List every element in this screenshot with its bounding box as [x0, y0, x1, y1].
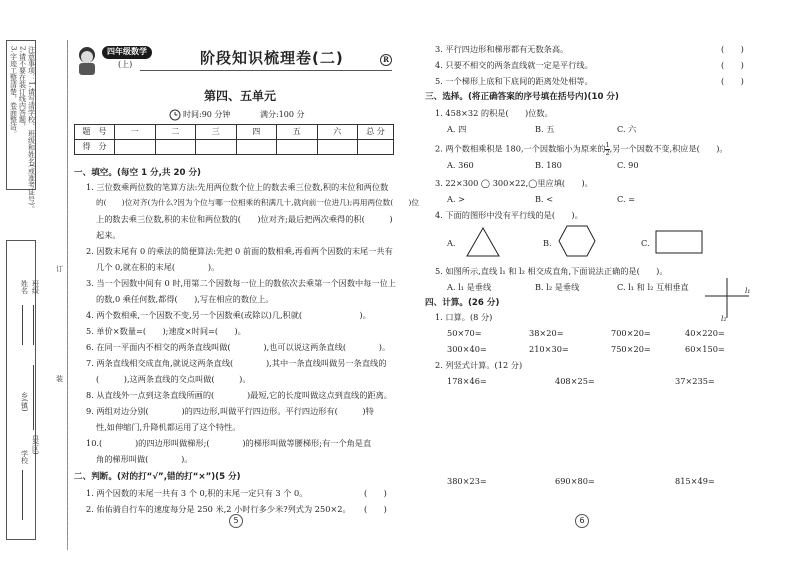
choice-question-2-a: 2. 两个数相乘积是 180,一个因数缩小为原来的 — [435, 143, 606, 154]
fill-line: 的( )位对齐(为什么?因为个位与哪一位相乘的积满几十,就向前一位进几);再用两位数( )位 — [96, 198, 419, 207]
perpendicular-lines-figure — [703, 276, 753, 320]
registered-mark: R — [380, 54, 392, 66]
class-blank — [33, 305, 34, 345]
judge-answer[interactable]: ( ) — [364, 504, 387, 514]
fill-line: 3. 当一个因数中间有 0 时,用第二个因数每一位上的数依次去乘第一个因数中每一位上 — [86, 278, 396, 288]
rectangle-shape — [655, 230, 703, 254]
fill-line: 7. 两条直线相交成直角,就说这两条直线( ),其中一条直线叫做另一条直线的 — [86, 358, 387, 368]
fraction-numerator: 1 — [605, 141, 610, 149]
choice-option[interactable]: A. 四 — [447, 124, 467, 134]
choice-question-1: 1. 458×32 的积是( )位数。 — [435, 108, 553, 118]
page-number: 5 — [229, 514, 243, 528]
vertical-item: 178×46= — [447, 376, 487, 386]
score-header-cell: 三 — [196, 125, 237, 140]
vertical-item: 815×49= — [675, 476, 715, 486]
fill-line: 4. 两个数相乘,一个因数不变,另一个因数乘(或除以)几,积就( )。 — [86, 310, 371, 320]
choice-question-3: 3. 22×300 ◯ 300×22,◯里应填( )。 — [435, 178, 593, 188]
oral-calc-heading: 1. 口算。(8 分) — [435, 312, 493, 322]
fill-line: 几个 0,就在积的末尾( )。 — [96, 262, 220, 272]
score-row-label: 得 分 — [75, 140, 115, 155]
score-header-cell: 六 — [317, 125, 358, 140]
oral-item: 750×20= — [611, 344, 651, 354]
choice-option[interactable]: B. l₂ 是垂线 — [535, 282, 580, 292]
name-blank — [22, 305, 23, 345]
score-cell[interactable] — [236, 140, 277, 155]
cut-mark-zhuang: 装 — [55, 375, 64, 382]
oral-item: 700×20= — [611, 328, 651, 338]
vertical-item: 408×25= — [555, 376, 595, 386]
fill-line: 1. 三位数乘两位数的笔算方法:先用两位数个位上的数去乘三位数,积的末位和两位数 — [86, 182, 389, 192]
cut-mark-ding: 订 — [55, 265, 64, 272]
score-table-row — [75, 140, 394, 155]
judge-item: 1. 两个因数的末尾一共有 3 个 0,积的末尾一定只有 3 个 0。 — [86, 488, 308, 498]
oral-item: 38×20= — [529, 328, 564, 338]
binding-cut-line — [67, 40, 68, 540]
choice-question-4: 4. 下面的图形中没有平行线的是( )。 — [435, 210, 583, 220]
page-number: 6 — [575, 514, 589, 528]
section-choice: 三、选择。(将正确答案的序号填在括号内)(10 分) — [425, 92, 619, 102]
choice-option[interactable]: A. > — [447, 194, 465, 204]
oral-item: 60×150= — [685, 344, 725, 354]
choice-option[interactable]: B. 180 — [535, 160, 562, 170]
judge-answer[interactable]: ( ) — [721, 44, 744, 54]
binding-strip — [2, 40, 68, 550]
choice-option[interactable]: A. — [447, 238, 456, 248]
oral-item: 210×30= — [529, 344, 569, 354]
county-blank — [33, 365, 34, 430]
section-calc: 四、计算。(26 分) — [425, 298, 500, 308]
unit-heading: 第四、五单元 — [204, 89, 277, 103]
score-cell[interactable] — [155, 140, 196, 155]
class-label: 班级 — [31, 280, 40, 294]
oral-item: 50×70= — [447, 328, 482, 338]
instruction-3: 3.字迹工整清楚，卷面整洁。 — [9, 46, 18, 137]
judge-answer[interactable]: ( ) — [364, 488, 387, 498]
judge-item: 2. 佑佑骑自行车的速度每分是 250 米,2 小时行多少米?列式为 250×2。 — [86, 504, 351, 514]
mascot-icon — [74, 44, 100, 76]
school-blank — [22, 470, 23, 520]
score-header-cell: 题 号 — [75, 125, 115, 140]
fraction-denominator: 2 — [605, 149, 610, 157]
choice-option[interactable]: C. — [641, 238, 650, 248]
judge-answer[interactable]: ( ) — [721, 76, 744, 86]
judge-item: 4. 只要不相交的两条直线就一定是平行线。 — [435, 60, 593, 70]
choice-question-2 — [435, 142, 728, 157]
fill-line: 角的梯形叫做( )。 — [96, 454, 193, 464]
line-l1-label: l₁ — [745, 286, 751, 295]
score-header-cell: 四 — [236, 125, 277, 140]
fill-line: 2. 因数末尾有 0 的乘法的简便算法:先把 0 前面的数相乘,再看两个因数的末尾一共有 — [86, 246, 393, 256]
judge-item: 5. 一个梯形上底和下底间的距离处处相等。 — [435, 76, 593, 86]
fill-line: 6. 在同一平面内不相交的两条直线叫做( ),也可以说这两条直线( )。 — [86, 342, 391, 352]
choice-option[interactable]: B. — [543, 238, 552, 248]
fill-line: ( ),这两条直线的交点叫做( )。 — [96, 374, 251, 384]
county-label: 县(区) — [31, 435, 40, 455]
clock-icon — [169, 109, 181, 121]
fill-line: 起来。 — [96, 230, 121, 240]
oral-item: 40×220= — [685, 328, 725, 338]
town-label: 乡(镇) — [20, 392, 29, 412]
line-l2-label: l₂ — [721, 314, 727, 323]
score-cell[interactable] — [277, 140, 318, 155]
choice-option[interactable]: C. = — [617, 194, 636, 204]
choice-option[interactable]: A. 360 — [447, 160, 474, 170]
title-underline — [140, 70, 392, 71]
choice-question-2-b: ,另一个因数不变,积应是( )。 — [609, 143, 728, 154]
score-header-cell: 一 — [115, 125, 156, 140]
score-cell[interactable] — [317, 140, 358, 155]
oral-item: 300×40= — [447, 344, 487, 354]
hexagon-shape — [557, 224, 597, 258]
choice-option[interactable]: A. l₁ 是垂线 — [447, 282, 492, 292]
instruction-2: 2.请不要在装订线内答题， — [18, 46, 27, 130]
judge-item: 3. 平行四边形和梯形都有无数条高。 — [435, 44, 569, 54]
instruction-1: 注意事项：1.请写清学校、班级和姓名(或准考证号)。 — [27, 46, 36, 213]
score-table — [74, 124, 394, 155]
score-cell[interactable] — [196, 140, 237, 155]
fill-line: 9. 两组对边分别( )的四边形,叫做平行四边形。平行四边形有( )特 — [86, 406, 374, 416]
grade-badge-sub: (上) — [118, 60, 133, 69]
vertical-item: 37×235= — [675, 376, 715, 386]
choice-option[interactable]: C. 六 — [617, 124, 637, 134]
score-table-header — [75, 125, 394, 140]
full-score: 满分:100 分 — [260, 110, 305, 119]
fill-line: 上的数去乘三位数,积的末位和两位数的( )位对齐;最后把两次乘得的积( ) — [96, 214, 393, 224]
page-left — [74, 40, 419, 560]
page-title: 阶段知识梳理卷(二) — [200, 49, 344, 67]
score-header-cell: 五 — [277, 125, 318, 140]
choice-option[interactable]: C. 90 — [617, 160, 639, 170]
school-label: 学校 — [20, 450, 29, 464]
judge-answer[interactable]: ( ) — [721, 60, 744, 70]
vertical-calc-heading: 2. 列竖式计算。(12 分) — [435, 360, 523, 370]
vertical-item: 380×23= — [447, 476, 487, 486]
score-header-cell: 二 — [155, 125, 196, 140]
fill-line: 8. 从直线外一点到这条直线所画的( )最短,它的长度叫做这点到直线的距离。 — [86, 390, 392, 400]
section-fill-blank: 一、填空。(每空 1 分,共 20 分) — [74, 168, 201, 178]
triangle-shape — [465, 226, 501, 258]
fill-line: 性,如伸缩门,升降机都运用了这个特性。 — [96, 422, 241, 432]
choice-option[interactable]: B. 五 — [535, 124, 555, 134]
score-cell[interactable] — [358, 140, 394, 155]
score-header-cell: 总 分 — [358, 125, 394, 140]
time-limit: 时间:90 分钟 — [183, 110, 231, 119]
score-cell[interactable] — [115, 140, 156, 155]
page-right — [425, 40, 765, 560]
section-judge: 二、判断。(对的打“√”,错的打“×”)(5 分) — [74, 472, 241, 482]
fill-line: 5. 单价×数量=( );速度×时间=( )。 — [86, 326, 246, 336]
choice-option[interactable]: B. < — [535, 194, 554, 204]
fill-line: 的数,0 乘任何数,都得( ),写在相应的数位上。 — [96, 294, 274, 304]
fill-line: 10.( )的四边形叫做梯形;( )的梯形叫做等腰梯形;有一个角是直 — [86, 438, 372, 448]
choice-option[interactable]: C. l₁ 和 l₂ 互相垂直 — [617, 282, 689, 292]
name-label: 姓名 — [20, 280, 29, 294]
grade-badge: 四年级数学 — [102, 46, 152, 59]
vertical-item: 690×80= — [555, 476, 595, 486]
choice-question-5: 5. 如图所示,直线 l₁ 和 l₂ 相交成直角,下面说法正确的是( )。 — [435, 266, 668, 276]
